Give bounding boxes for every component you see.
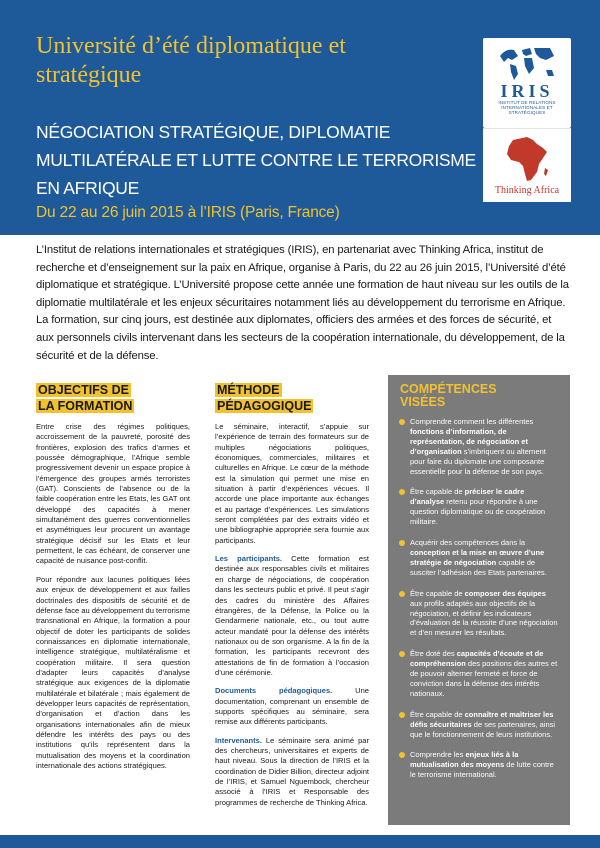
intervenants-paragraph [215,736,369,808]
participants-text: Cette formation est destinée aux responsables civils et militaires en charge de négociations, de coopération dans les secteurs public et privé. Il peut s’agir des cadres du ministère des Affaires étrangères, de la Défense, la Police ou la Gendarmerie nationale, etc., ou tout autre acteur mandaté pour la défense des intérêts nationaux ou de son organisme. A la fin de la formation, les participants recevront des attestations de fin de formation à l’occasion d’une cérémonie. [215,554,369,677]
item-emphasis: préciser le cadre d’analyse [410,487,525,507]
bottom-bar [0,835,600,848]
participants-paragraph [215,554,369,678]
africa-map-icon [503,134,551,184]
docs-paragraph [215,686,369,727]
item-text: Être capable de [410,588,465,598]
intervenants-label: Intervenants. [215,735,262,745]
list-item [398,750,560,780]
list-item [398,710,560,740]
objectifs-paragraph-1: Entre crise des régimes politiques, accroissement de la pauvreté, porosité des frontières, explosion des trafics d’armes et poussée démographique, l’Afrique semble progressivement devenir un espace propice à l’émergence des groupes armés terroristes (GAT). Conscients de l’absence ou de la faible coopération entre les Etats, les GAT ont développé des capacités à mener simultanément des guerres conventionnelles et asymétriques leur procurent un avantage stratégique décisif sur les Etats et leur permettent, le cas échéant, de conserver une capacité de nuisance post-conflit. [36,422,190,566]
iris-logo-subtitle: INSTITUT DE RELATIONS INTERNATIONALES ET STRATÉGIQUES [498,100,556,116]
item-text: Comprendre comment les différentes [410,417,534,426]
item-emphasis: fonctions d’information, de représentation, de négociation et d’organisation [410,426,528,456]
item-text: des positions des autres et de pouvoir alterner fermeté et force de conviction dans la défense des intérêts nationaux. [410,659,558,698]
bullet-icon [399,540,405,546]
item-text: Acquérir des compétences dans la [410,538,526,548]
bullet-icon [399,591,405,597]
iris-logo [483,38,571,128]
item-text: de ses partenaires, ainsi que le fonctionnement de leurs institutions. [410,719,556,739]
intervenants-text: Le séminaire sera animé par des chercheurs, universitaires et experts de haut niveau. Sous la direction de l’IRIS et la coordination de Didier Billion, directeur adjoint de l’IRIS, et Samuel Nguembock, chercheur associé à l’IRIS et Responsable des programmes de recherche de Thinking Africa. [215,735,369,807]
methode-section [215,382,369,808]
competences-sidebar [388,375,570,825]
list-item [398,538,560,578]
page-subtitle: NÉGOCIATION STRATÉGIQUE, DIPLOMATIE MULTILATÉRALE ET LUTTE CONTRE LE TERRORISME EN AFRIQUE [36,122,476,198]
bullet-icon [399,489,405,495]
item-emphasis: composer des équipes [464,588,546,598]
list-item [398,649,560,699]
docs-label: Documents pédagogiques. [215,686,333,696]
item-text: retenu pour répondre à une question diplomatique ou de coopération militaire. [410,497,546,527]
event-dates: Du 22 au 26 juin 2015 à l’IRIS (Paris, France) [36,204,340,221]
iris-logo-name: IRIS [500,81,554,101]
objectifs-paragraph-2: Pour répondre aux lacunes politiques liées aux enjeux de développement et aux failles doctrinales des dispositifs de sécurité et de défense face au développement du terrorisme transnational en Afrique, la formation a pour objectif de doter les participants de solides connaissances en diplomatie internationale, intelligence stratégique, multilatéralisme et coopération militaire. Il sera question d’adapter leurs capacités d’analyse stratégique aux exigences de la diplomatie multilatérale et bilatérale ; mais également de développer leurs capacités de représentation, d’organisation et d’action dans les organisations internationales afin de mieux défendre les intérêts des pays ou des institutions qu’ils représentent dans la mutualisation des moyens et la coordination internationale des actions stratégiques. [36,574,190,770]
bullet-icon [399,712,405,718]
intro-paragraph: L’Institut de relations internationales et stratégiques (IRIS), en partenariat avec Thinking Africa, institut de recherche et d’enseignement sur la paix en Afrique, organise à Paris, du 22 au 26 juin 2015, l’Université d’été diplomatique et stratégique. L’Université propose cette année une formation de haut niveau sur les outils de la diplomatie multilatérale et les enjeux sécuritaires notamment liés au développement du terrorisme en Afrique. La formation, sur cinq jours, est destinée aux diplomates, officiers des armées et des forces de sécurité, et aux personnels civils intervenant dans les secteurs de la coopération internationale, du développement, de la sécurité et de la défense. [36,244,569,362]
bullet-icon [399,651,405,657]
item-text: de lutte contre le terrorisme international. [410,760,554,780]
list-item [398,417,560,476]
item-emphasis: enjeux liés à la mutualisation des moyens [410,750,519,770]
objectifs-section [36,382,190,771]
item-text: s’imbriquent ou alternent pour faire du diplomate une composante essentielle pour la défense de son pays. [410,446,546,476]
item-text: capable de susciter l’adhésion des Etats partenaires. [410,557,547,577]
objectifs-heading: OBJECTIFS DE LA FORMATION [38,383,133,413]
item-text: Être capable de [410,487,465,497]
competences-list [398,417,560,780]
page-title: Université d’été diplomatique et stratégique [36,33,346,88]
item-text: aux profils adaptés aux objectifs de la négociation, et définir les indicateurs d’évaluation de la réussite d’une négociation et d’en mesurer les résultats. [410,598,558,638]
competences-heading: COMPÉTENCES VISÉES [400,382,497,409]
item-emphasis: connaître et maîtriser les défis sécuritaires [410,709,554,729]
item-emphasis: conception et la mise en œuvre d’une stratégie de négociation [410,547,545,567]
item-text: Être doté des [410,649,457,659]
methode-heading: MÉTHODE PÉDAGOGIQUE [217,383,312,413]
list-item [398,487,560,527]
participants-label: Les participants. [215,554,283,564]
bullet-icon [399,419,405,425]
item-text: Comprendre les [410,750,466,760]
docs-text: Une documentation, comprenant un ensemble de supports spécifiques au séminaire, sera remise aux différents participants. [215,686,369,727]
header-banner [0,0,600,235]
thinking-africa-logo [483,128,571,202]
globe-icon [496,42,558,84]
bullet-icon [399,752,405,758]
thinking-africa-name: Thinking Africa [494,185,560,196]
list-item [398,589,560,639]
methode-paragraph: Le séminaire, interactif, s’appuie sur l’expérience de terrain des formateurs sur de multiples négociations politiques, économiques, commerciales, militaires et culturelles en Afrique. Le cœur de la méthode est la simulation qui permet une mise en situation à partir d’expériences vécues. Il accorde une place importante aux échanges et au partage d’expériences. Les simulations seront complétées par des extraits vidéo et une bibliographie appropriée sera fournie aux participants. [215,422,369,545]
item-emphasis: capacités d’écoute et de compréhension [410,649,544,669]
item-text: Être capable de [410,709,465,719]
